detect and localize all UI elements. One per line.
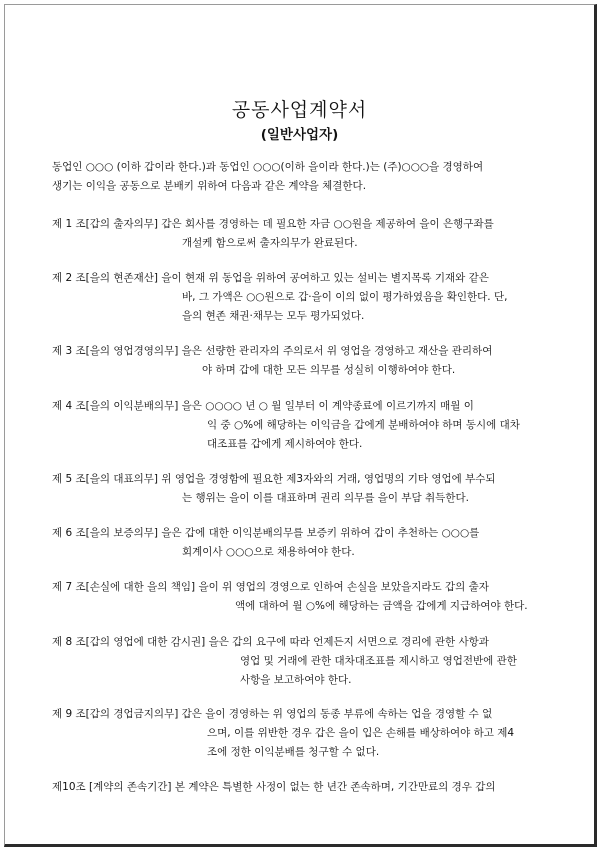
article-6-first-line: 제 6 조[을의 보증의무] 을은 갑에 대한 이익분배의무를 보증키 위하여 갑이 추천하는 ○○○를 xyxy=(52,527,480,539)
article-3 xyxy=(52,342,572,380)
article-2-line: 을의 현존 채권·채무는 모두 평가되었다. xyxy=(182,310,365,322)
article-5 xyxy=(52,470,572,508)
article-10-first-line: 제10조 [계약의 존속기간] 본 계약은 특별한 사정이 없는 한 년간 존속하며, 기간만료의 경우 갑의 xyxy=(52,781,496,793)
article-6-line: 회계이사 ○○○으로 채용하여야 한다. xyxy=(182,546,355,558)
article-9-line: 조에 정한 이익분배를 청구할 수 없다. xyxy=(207,746,380,758)
document-subtitle: (일반사업자) xyxy=(260,127,339,143)
article-7 xyxy=(52,578,572,616)
article-2-first-line: 제 2 조[을의 현존재산] 을이 현재 위 동업을 위하여 공여하고 있는 설비는 별지목록 기재와 같은 xyxy=(52,272,489,284)
article-8-first-line: 제 8 조[갑의 영업에 대한 감시권] 을은 갑의 요구에 따라 언제든지 서면으로 경리에 관한 사항과 xyxy=(52,636,489,648)
article-5-first-line: 제 5 조[을의 대표의무] 위 영업을 경영함에 필요한 제3자와의 거래, 영업명의 기타 영업에 부수되 xyxy=(52,473,496,485)
article-4-line: 익 중 ○%에 해당하는 이익금을 갑에게 분배하여야 하며 동시에 대차 xyxy=(207,419,520,431)
article-5-line: 는 행위는 을이 이를 대표하며 권리 의무를 을이 부담 취득한다. xyxy=(182,492,469,504)
intro-line: 생기는 이익을 공동으로 분배키 위하여 다음과 같은 계약을 체결한다. xyxy=(52,180,367,192)
article-9-first-line: 제 9 조[갑의 경업금지의무] 갑은 을이 경영하는 위 영업의 동종 부류에 속하는 업을 경영할 수 없 xyxy=(52,708,493,720)
article-9-line: 으며, 이를 위반한 경우 갑은 을이 입은 손해를 배상하여야 하고 제4 xyxy=(207,727,515,739)
article-4 xyxy=(52,397,572,454)
article-8-line: 영업 및 거래에 관한 대차대조표를 제시하고 영업전반에 관한 xyxy=(240,655,517,667)
article-3-first-line: 제 3 조[을의 영업경영의무] 을은 선량한 관리자의 주의로서 위 영업을 경영하고 재산을 관리하여 xyxy=(52,345,493,357)
article-1-line: 개설케 함으로써 출자의무가 완료된다. xyxy=(182,237,358,249)
article-10 xyxy=(52,778,572,797)
article-4-first-line: 제 4 조[을의 이익분배의무] 을은 ○○○○ 년 ○ 월 일부터 이 계약종료에 이르기까지 매월 이 xyxy=(52,400,474,412)
article-1-first-line: 제 1 조[갑의 출자의무] 갑은 회사를 경영하는 데 필요한 자금 ○○원을 제공하여 을이 은행구좌를 xyxy=(52,218,494,230)
document-title: 공동사업계약서 xyxy=(231,99,368,121)
intro-paragraph xyxy=(52,158,562,196)
article-2 xyxy=(52,269,572,326)
article-2-line: 바, 그 가액은 ○○원으로 갑·을이 이의 없이 평가하였음을 확인한다. 단, xyxy=(182,291,508,303)
article-3-line: 야 하며 갑에 대한 모든 의무를 성실히 이행하여야 한다. xyxy=(202,364,456,376)
article-8 xyxy=(52,633,572,690)
article-7-line: 액에 대하여 월 ○%에 해당하는 금액을 갑에게 지급하여야 한다. xyxy=(235,600,528,612)
article-6 xyxy=(52,524,572,562)
article-1 xyxy=(52,215,572,253)
article-7-first-line: 제 7 조[손실에 대한 을의 책임] 을이 위 영업의 경영으로 인하여 손실을 보았을지라도 갑의 출자 xyxy=(52,581,489,593)
intro-line: 동업인 ○○○ (이하 갑이라 한다.)과 동업인 ○○○(이하 을이라 한다.)는 (주)○○○을 경영하여 xyxy=(52,161,484,173)
article-4-line: 대조표를 갑에게 제시하여야 한다. xyxy=(207,438,363,450)
document-page xyxy=(4,4,597,847)
article-9 xyxy=(52,705,572,762)
article-8-line: 사항을 보고하여야 한다. xyxy=(240,674,352,686)
